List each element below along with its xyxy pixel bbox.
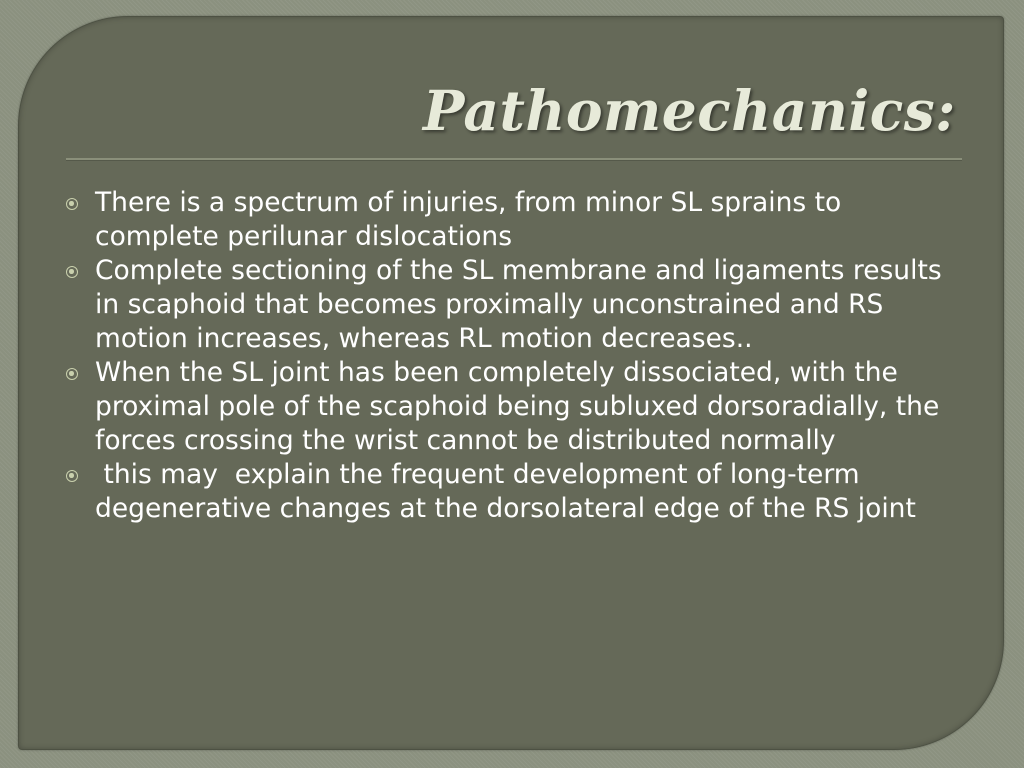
circled-dot-icon <box>66 368 78 380</box>
bullet-text: Complete sectioning of the SL membrane and ligaments results in scaphoid that becomes proximally unconstrained and RS motion increases, whereas RL motion decreases.. <box>95 255 951 354</box>
bullet-item <box>62 254 952 356</box>
bullet-item <box>62 186 952 254</box>
title-divider <box>66 158 962 161</box>
circled-dot-icon <box>66 470 78 482</box>
circled-dot-icon <box>66 266 78 278</box>
bullet-text: When the SL joint has been completely dissociated, with the proximal pole of the scaphoid being subluxed dorsoradially, the forces crossing the wrist cannot be distributed normally <box>95 357 948 456</box>
slide-title: Pathomechanics: <box>422 78 956 143</box>
bullet-text: this may explain the frequent development of long-term degenerative changes at the dorsolateral edge of the RS joint <box>95 459 916 524</box>
circled-dot-icon <box>66 198 78 210</box>
bullet-item <box>62 458 952 526</box>
bullet-text: There is a spectrum of injuries, from minor SL sprains to complete perilunar dislocations <box>95 187 850 252</box>
bullet-item <box>62 356 952 458</box>
bullet-list <box>62 186 952 526</box>
